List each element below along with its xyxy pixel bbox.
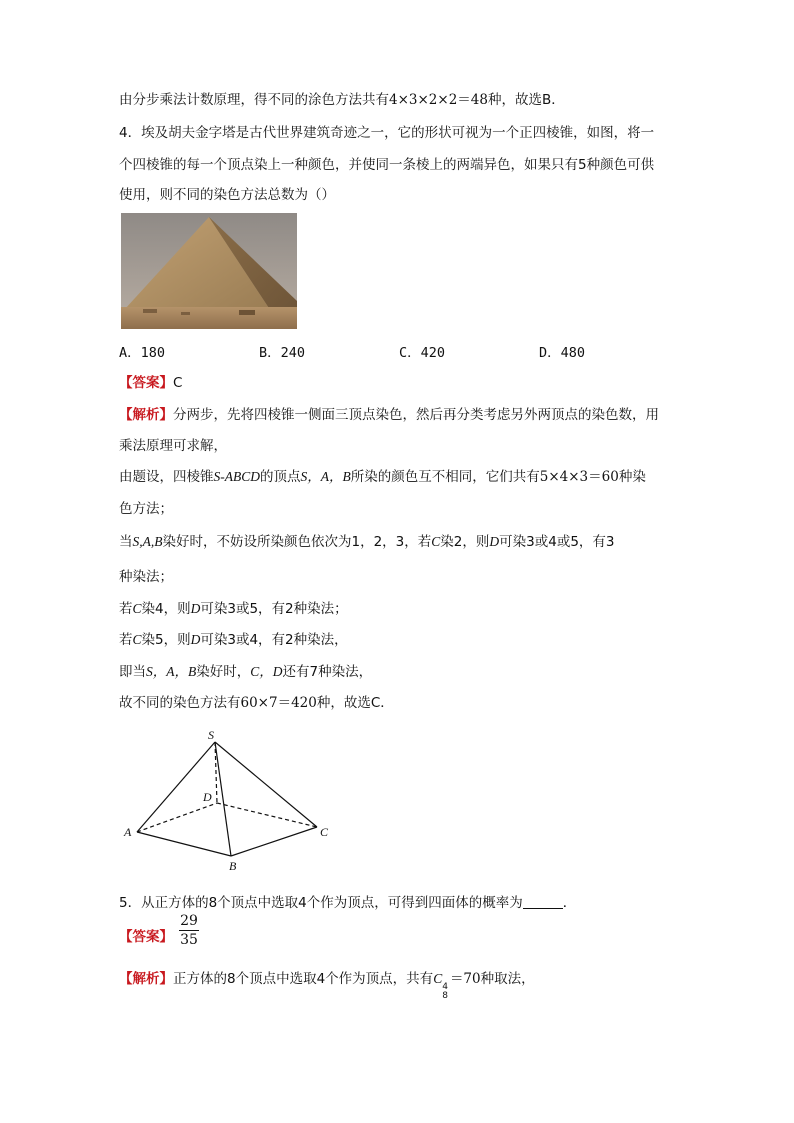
edge-sa — [137, 742, 215, 832]
math-var: C，D — [250, 664, 283, 679]
text: 种，故选C． — [316, 695, 394, 711]
math-var: S,A,B — [132, 534, 163, 549]
text: 染好时， — [196, 664, 251, 680]
pyramid-photo — [121, 213, 297, 329]
superscript: 4 — [442, 982, 448, 992]
answer-4 — [119, 373, 182, 393]
text: 染好时，不妨设所染颜色依次为1，2，3，若 — [162, 534, 432, 550]
edge-bc — [231, 827, 317, 856]
text: 还有7种染法， — [282, 664, 373, 680]
solution-line: 乘法原理可求解， — [119, 438, 227, 454]
math-var: S，A，B — [300, 469, 351, 484]
math-var: C — [132, 601, 142, 616]
math-var: S，A，B — [146, 664, 197, 679]
text: 分两步，先将四棱锥一侧面三顶点染色，然后再分类考虑另外两顶点的染色数，用 — [173, 407, 659, 423]
fraction-bar — [179, 930, 199, 931]
solution-line — [119, 405, 659, 425]
solution-line — [119, 599, 348, 619]
text: 染4，则 — [141, 601, 191, 617]
math-var: C — [132, 632, 142, 647]
solution-tag: 【解析】 — [119, 407, 173, 423]
fraction-denominator: 35 — [180, 932, 198, 948]
text: 染5，则 — [141, 632, 191, 648]
math-expr: 4×3×2×2＝48 — [389, 92, 488, 108]
edge-ab — [137, 832, 231, 856]
vertex-label-s: S — [208, 728, 214, 742]
question-4-line: 使用，则不同的染色方法总数为（） — [119, 187, 335, 203]
vertex-label-b: B — [229, 859, 237, 873]
answer-tag: 【答案】 — [119, 375, 173, 391]
text: ． — [562, 895, 577, 911]
text: 的顶点 — [260, 469, 301, 485]
text: 可染3或4，有2种染法， — [200, 632, 348, 648]
text: 正方体的8个顶点中选取4个作为顶点，共有 — [173, 971, 434, 987]
vertex-label-a: A — [124, 825, 132, 839]
answer-blank — [523, 894, 563, 909]
vertex-label-d: D — [203, 790, 212, 804]
solution-line — [119, 630, 348, 650]
solution-line: 种染法； — [119, 569, 173, 585]
solution-line — [119, 969, 535, 1001]
text: 故不同的染色方法有 — [119, 695, 241, 711]
question-4-line: 4．埃及胡夫金字塔是古代世界建筑奇迹之一，它的形状可视为一个正四棱锥，如图，将一 — [119, 125, 655, 141]
question-4-line: 个四棱锥的每一个顶点染上一种颜色，并使同一条棱上的两端异色，如果只有5种颜色可供 — [119, 157, 655, 173]
text: 由分步乘法计数原理，得不同的涂色方法共有 — [119, 92, 389, 108]
question-5-line — [119, 893, 576, 913]
text: 由题设，四棱锥 — [119, 469, 214, 485]
answer-value: C — [173, 375, 183, 391]
solution-line — [119, 532, 615, 552]
vertex-label-c: C — [320, 825, 329, 839]
pyramid-image — [121, 213, 297, 329]
option-b: B．240 — [259, 345, 306, 361]
fraction-numerator: 29 — [180, 913, 198, 929]
option-d: D．480 — [539, 345, 586, 361]
math-var: D — [190, 601, 201, 616]
solution-line — [119, 662, 372, 682]
text: 所染的颜色互不相同，它们共有 — [350, 469, 540, 485]
math-var: D — [489, 534, 500, 549]
math-var: C — [431, 534, 441, 549]
option-a: A．180 — [119, 345, 166, 361]
text: 种染 — [618, 469, 646, 485]
option-c: C．420 — [399, 345, 446, 361]
math-var: D — [190, 632, 201, 647]
subscript: 8 — [442, 991, 448, 1001]
text: 种取法， — [480, 971, 535, 987]
math-expr: 5×4×3＝60 — [539, 469, 619, 485]
text: 可染3或5，有2种染法； — [200, 601, 348, 617]
math-expr: 60×7＝420 — [240, 695, 317, 711]
solution-line — [119, 467, 646, 487]
text: 可染3或4或5，有3 — [499, 534, 615, 550]
pyramid-diagram — [115, 725, 345, 875]
text-line — [119, 90, 565, 110]
text: 5．从正方体的8个顶点中选取4个作为顶点，可得到四面体的概率为 — [119, 895, 523, 911]
math-var: S-ABCD — [213, 469, 260, 484]
text: 即当 — [119, 664, 146, 680]
text: 当 — [119, 534, 133, 550]
answer-fraction — [179, 913, 199, 948]
solution-tag: 【解析】 — [119, 971, 173, 987]
text: 若 — [119, 632, 133, 648]
solution-line: 色方法； — [119, 501, 173, 517]
solution-line — [119, 693, 394, 713]
text: 染2，则 — [440, 534, 490, 550]
answer-tag: 【答案】 — [119, 929, 173, 945]
text: 种，故选B． — [487, 92, 565, 108]
math-expr: ＝70 — [449, 971, 481, 987]
answer-5 — [119, 927, 173, 947]
text: 若 — [119, 601, 133, 617]
math-var: C — [433, 971, 443, 986]
